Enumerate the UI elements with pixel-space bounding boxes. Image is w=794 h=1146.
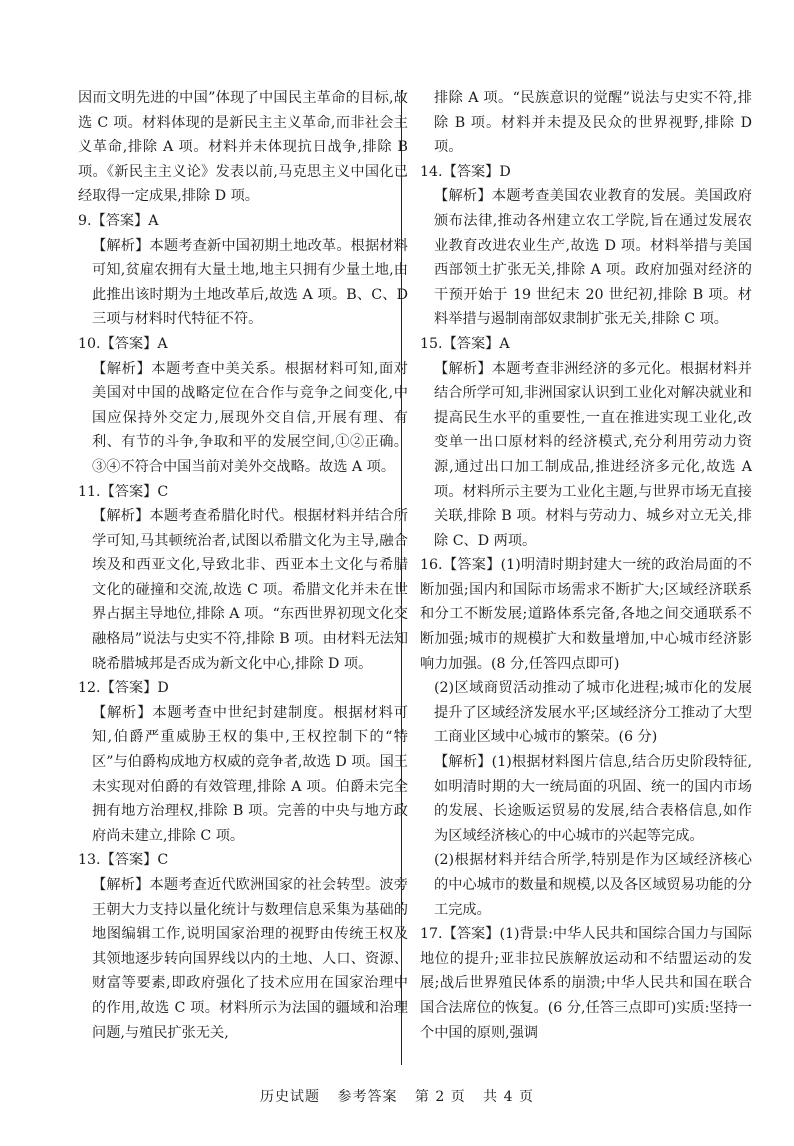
q15-answer: 15.【答案】A <box>420 335 510 352</box>
q16-analysis-part2: (2)根据材料并结合所学,特别是作为区域经济核心的中心城市的数量和规模,以及各区域贸易功能的分工完成。 <box>434 852 752 918</box>
column-divider <box>401 90 402 1065</box>
q15-analysis: 【解析】本题考查非洲经济的多元化。根据材料并结合所学可知,非洲国家认识到工业化对解决就业和提高民生水平的重要性,一直在推进实现工业化,改变单一出口原材料的经济模式,充分利用劳动力资源,通过出口加工制成品,推进经济多元化,故选 A 项。材料所示主要为工业化主题,与世界市场无直接关联,排除 B 项。材料与劳动力、城乡对立无关,排除 C、D 两项。 <box>434 360 752 549</box>
footer-total-pages: 共 4 页 <box>483 1089 534 1105</box>
q17-answer: 17.【答案】(1)背景:中华人民共和国综合国力与国际地位的提升;亚非拉民族解放运动和不结盟运动的发展;战后世界殖民体系的崩溃;中华人民共和国在联合国合法席位的恢复。(6 分,任答三点即可)实质:坚持一个中国的原则,强调 <box>420 926 752 1041</box>
page-footer <box>0 1086 794 1106</box>
footer-page-number: 第 2 页 <box>414 1089 466 1105</box>
q11-analysis: 【解析】本题考查希腊化时代。根据材料并结合所学可知,马其顿统治者,试图以希腊文化为主导,融合埃及和西亚文化,导致北非、西亚本土文化与希腊文化的碰撞和交流,故选 C 项。希腊文化并未在世界占据主导地位,排除 A 项。“东西世界初现文化交融格局”说法与史实不符,排除 B 项。由材料无法知晓希腊城邦是否成为新文化中心,排除 D 项。 <box>92 508 408 672</box>
q11-answer: 11.【答案】C <box>78 483 169 500</box>
q14-answer: 14.【答案】D <box>420 163 511 180</box>
q10-answer: 10.【答案】A <box>78 335 168 352</box>
left-column <box>78 86 408 1045</box>
footer-kind: 参考答案 <box>337 1089 398 1105</box>
right-column <box>420 86 752 1045</box>
q14-analysis: 【解析】本题考查美国农业教育的发展。美国政府颁布法律,推动各州建立农工学院,旨在通过发展农业教育改进农业生产,故选 D 项。材料举措与美国西部领土扩张无关,排除 A 项。政府加强对经济的干预开始于 19 世纪末 20 世纪初,排除 B 项。材料举措与遏制南部奴隶制扩张无关,排除 C 项。 <box>434 188 752 328</box>
q12-answer: 12.【答案】D <box>78 680 169 697</box>
q10-analysis: 【解析】本题考查中美关系。根据材料可知,面对美国对中国的战略定位在合作与竞争之间变化,中国应保持外交定力,展现外交自信,开展有理、有利、有节的斗争,争取和平的发展空间,①②正确。③④不符合中国当前对美外交战略。故选 A 项。 <box>92 360 408 475</box>
q8-continuation: 因而文明先进的中国”体现了中国民主革命的目标,故选 C 项。材料体现的是新民主主义革命,而非社会主义革命,排除 A 项。材料并未体现抗日战争,排除 B 项。《新民主主义论》发表以前,马克思主义中国化已经取得一定成果,排除 D 项。 <box>78 90 408 205</box>
q13-continuation: 排除 A 项。“民族意识的觉醒”说法与史实不符,排除 B 项。材料并未提及民众的世界视野,排除 D 项。 <box>434 90 752 156</box>
q16-analysis: 【解析】(1)根据材料图片信息,结合历史阶段特征,如明清时期的大一统局面的巩固、统一的国内市场的发展、长途贩运贸易的发展,结合表格信息,如作为区域经济核心的中心城市的兴起等完成。 <box>434 754 752 844</box>
q13-answer: 13.【答案】C <box>78 852 169 869</box>
q12-analysis: 【解析】本题考查中世纪封建制度。根据材料可知,伯爵严重威胁王权的集中,王权控制下的“特区”与伯爵构成地方权威的竞争者,故选 D 项。国王未实现对伯爵的有效管理,排除 A 项。伯爵未完全拥有地方治理权,排除 B 项。完善的中央与地方政府尚未建立,排除 C 项。 <box>92 704 408 844</box>
q9-analysis: 【解析】本题考查新中国初期土地改革。根据材料可知,贫雇农拥有大量土地,地主只拥有少量土地,由此推出该时期为土地改革后,故选 A 项。B、C、D 三项与材料时代特征不符。 <box>92 237 408 328</box>
q13-analysis: 【解析】本题考查近代欧洲国家的社会转型。波旁王朝大力支持以量化统计与数理信息采集为基础的地图编辑工作,说明国家治理的视野由传统王权及其领地逐步转向国界线以内的土地、人口、资源、财富等要素,即政府强化了技术应用在国家治理中的作用,故选 C 项。材料所示为法国的疆域和治理问题,与殖民扩张无关, <box>92 877 408 1041</box>
q16-answer-part2: (2)区域商贸活动推动了城市化进程;城市化的发展提升了区域经济发展水平;区域经济分工推动了大型工商业区域中心城市的繁荣。(6 分) <box>434 680 752 746</box>
footer-subject: 历史试题 <box>260 1089 320 1105</box>
q9-answer: 9.【答案】A <box>78 212 159 229</box>
q16-answer: 16.【答案】(1)明清时期封建大一统的政治局面的不断加强;国内和国际市场需求不断扩大;区域经济联系和分工不断发展;道路体系完备,各地之间交通联系不断加强;城市的规模扩大和数量增加,中心城市经济影响力加强。(8 分,任答四点即可) <box>420 557 752 672</box>
